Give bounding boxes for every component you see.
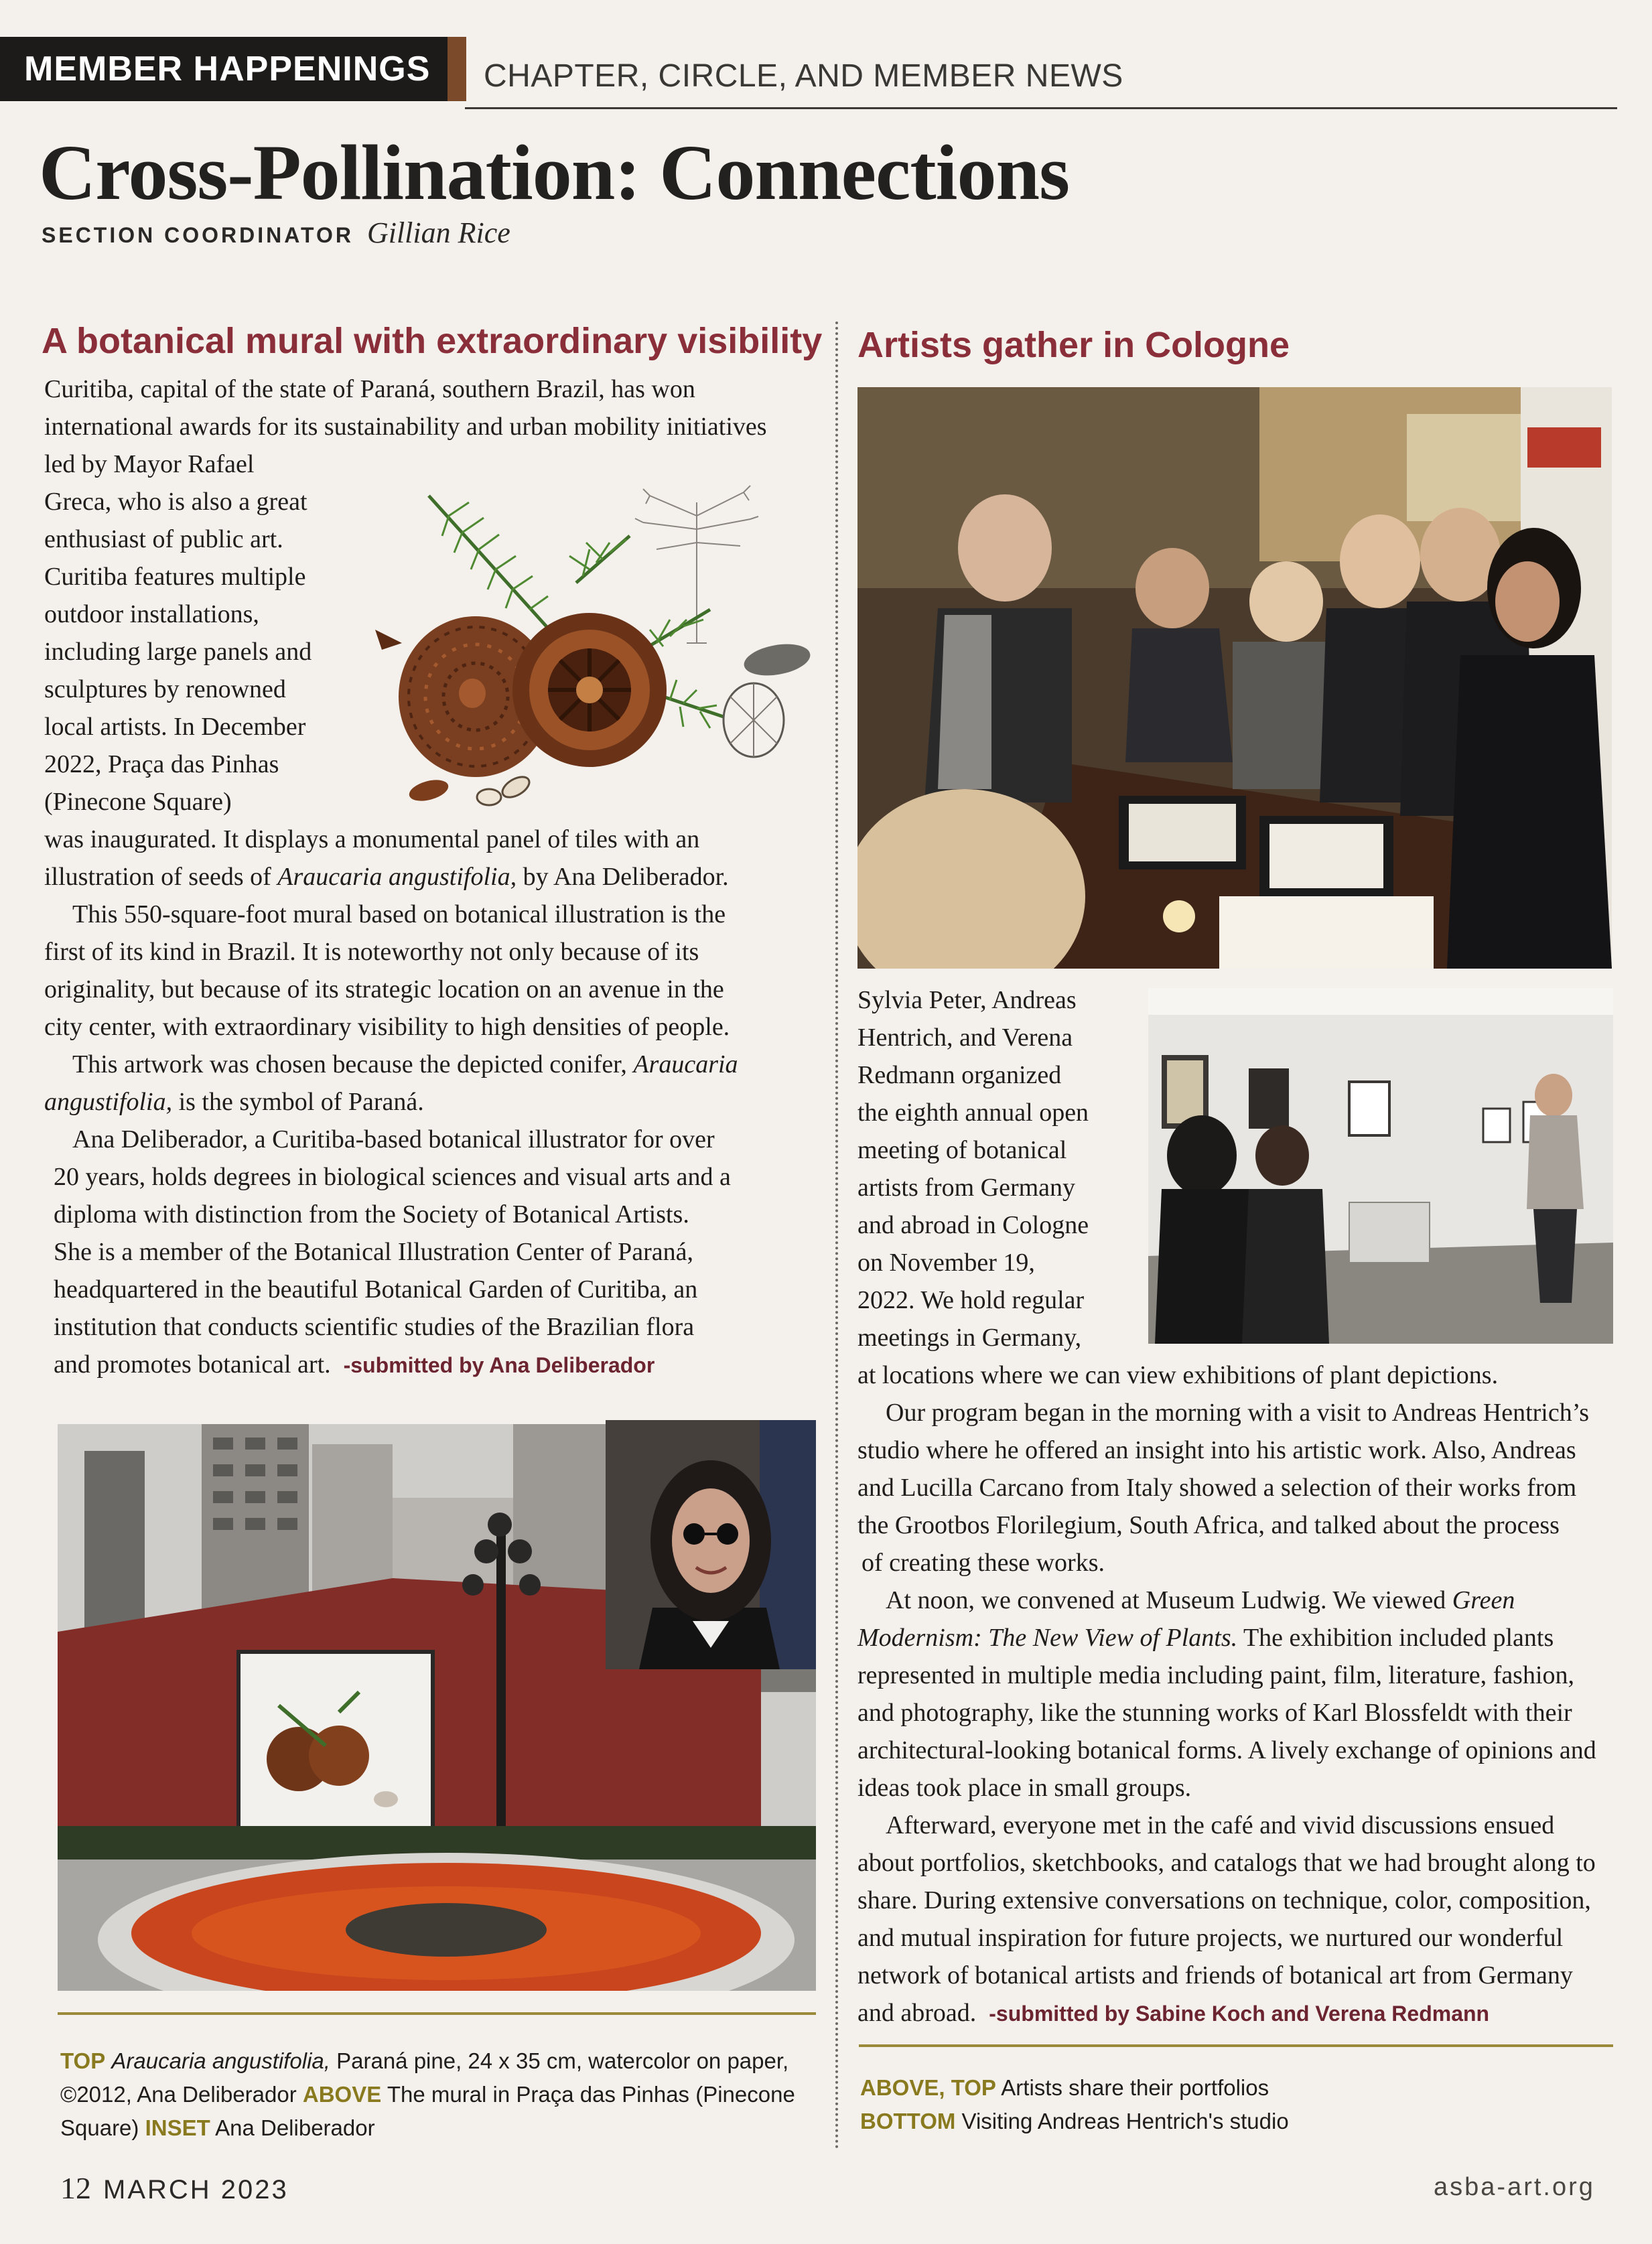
text-line: enthusiast of public art. <box>44 525 283 553</box>
text-line: local artists. In December <box>44 713 306 741</box>
text-line: meetings in Germany, <box>857 1324 1082 1352</box>
caption-line <box>860 2071 1610 2105</box>
text-run: is the symbol of Paraná. <box>172 1088 424 1116</box>
text-line: was inaugurated. It displays a monumental panel of tiles with an <box>44 825 700 853</box>
coordinator-label: SECTION COORDINATOR <box>42 223 354 247</box>
text-line: at locations where we can view exhibitions of plant depictions. <box>857 1361 1499 1389</box>
caption-label: TOP <box>60 2048 106 2073</box>
caption-line <box>60 2111 824 2145</box>
caption-label: INSET <box>145 2115 210 2140</box>
text-line: of creating these works. <box>862 1549 1105 1577</box>
text-run: The exhibition included plants <box>1237 1624 1554 1652</box>
text-line: meeting of botanical <box>857 1136 1067 1164</box>
text-line: represented in multiple media including paint, film, literature, fashion, <box>857 1661 1575 1689</box>
page-title: Cross-Pollination: Connections <box>39 129 1069 216</box>
text-line: This 550-square-foot mural based on botanical illustration is the <box>72 900 726 928</box>
text-line: and mutual inspiration for future projects, we nurtured our wonderful <box>857 1924 1564 1952</box>
section-badge: MEMBER HAPPENINGS <box>0 37 465 101</box>
text-line: institution that conducts scientific studies of the Brazilian flora <box>54 1313 695 1341</box>
coordinator-line <box>42 216 510 250</box>
left-caption-rule <box>58 2012 816 2015</box>
text-line: originality, but because of its strategic location on an avenue in the <box>44 975 724 1003</box>
text-line: ideas took place in small groups. <box>857 1774 1192 1802</box>
caption-line <box>60 2078 824 2111</box>
text-line <box>857 1619 1621 1657</box>
text-line: Ana Deliberador, a Curitiba-based botanical illustrator for over <box>72 1125 715 1153</box>
text-line: 20 years, holds degrees in biological sciences and visual arts and a <box>54 1163 731 1191</box>
portfolio-sharing-photo <box>857 387 1612 969</box>
text-line: Sylvia Peter, Andreas <box>857 986 1077 1014</box>
left-article-heading: A botanical mural with extraordinary visibility <box>42 321 823 361</box>
text-line: architectural-looking botanical forms. A lively exchange of opinions and <box>857 1736 1596 1764</box>
text-line: Curitiba features multiple <box>44 563 306 591</box>
coordinator-name: Gillian Rice <box>366 216 510 249</box>
text-line: studio where he offered an insight into his artistic work. Also, Andreas <box>857 1436 1576 1464</box>
caption-text: Square) <box>60 2115 145 2140</box>
caption-species: Araucaria angustifolia, <box>111 2048 330 2073</box>
text-line: Hentrich, and Verena <box>857 1024 1073 1052</box>
portfolio-scene <box>857 387 1612 969</box>
caption-text: The mural in Praça das Pinhas (Pinecone <box>381 2082 795 2107</box>
left-caption <box>60 2044 824 2145</box>
text-line <box>44 1046 815 1083</box>
right-article-body <box>857 981 1621 2032</box>
text-run: illustration of seeds of <box>44 863 278 891</box>
text-run: and abroad. <box>857 1999 977 2027</box>
text-line: Afterward, everyone met in the café and vivid discussions ensued <box>886 1811 1555 1839</box>
text-line: diploma with distinction from the Society of Botanical Artists. <box>54 1200 689 1229</box>
issue-date: MARCH 2023 <box>103 2175 289 2204</box>
right-caption <box>860 2071 1610 2138</box>
text-line: network of botanical artists and friends of botanical art from Germany <box>857 1961 1573 1989</box>
caption-text: Visiting Andreas Hentrich's studio <box>955 2109 1289 2133</box>
exhibition-title: Green <box>1452 1586 1515 1614</box>
caption-text: Ana Deliberador <box>210 2115 375 2140</box>
text-line: first of its kind in Brazil. It is noteworthy not only because of its <box>44 938 699 966</box>
text-line: sculptures by renowned <box>44 675 286 703</box>
araucaria-illustration <box>348 476 817 851</box>
text-run: and promotes botanical art. <box>54 1350 331 1379</box>
text-line: and photography, like the stunning works of Karl Blossfeldt with their <box>857 1699 1572 1727</box>
byline: -submitted by Ana Deliberador <box>343 1353 655 1377</box>
caption-label: ABOVE, TOP <box>860 2075 996 2100</box>
text-run: This artwork was chosen because the depicted conifer, <box>72 1050 634 1078</box>
text-line: including large panels and <box>44 638 312 666</box>
caption-text: Artists share their portfolios <box>995 2075 1269 2100</box>
text-line <box>44 1083 815 1121</box>
text-line: headquartered in the beautiful Botanical Garden of Curitiba, an <box>54 1275 698 1304</box>
text-line <box>857 1994 1621 2032</box>
caption-line <box>60 2044 824 2078</box>
text-line: (Pinecone Square) <box>44 788 232 816</box>
portrait-scene <box>606 1420 816 1669</box>
section-subtitle: CHAPTER, CIRCLE, AND MEMBER NEWS <box>484 58 1123 94</box>
text-line: and abroad in Cologne <box>857 1211 1089 1239</box>
text-line: outdoor installations, <box>44 600 259 628</box>
species-name: Araucaria <box>633 1050 738 1078</box>
text-line: the Grootbos Florilegium, South Africa, and talked about the process <box>857 1511 1560 1539</box>
text-line <box>857 1582 1621 1619</box>
caption-line <box>860 2105 1610 2138</box>
text-line: Our program began in the morning with a visit to Andreas Hentrich’s <box>886 1399 1590 1427</box>
text-line: city center, with extraordinary visibility to high densities of people. <box>44 1013 730 1041</box>
right-article-heading: Artists gather in Cologne <box>857 325 1290 365</box>
species-name: angustifolia, <box>44 1088 173 1116</box>
text-run: At noon, we convened at Museum Ludwig. We viewed <box>886 1586 1452 1614</box>
text-line: about portfolios, sketchbooks, and catalogs that we had brought along to <box>857 1849 1596 1877</box>
site-url: asba-art.org <box>1434 2173 1595 2201</box>
text-line: Redmann organized <box>857 1061 1062 1089</box>
text-line: on November 19, <box>857 1249 1035 1277</box>
caption-text: Paraná pine, 24 x 35 cm, watercolor on paper, <box>330 2048 789 2073</box>
text-line: international awards for its sustainability and urban mobility initiatives <box>44 413 767 441</box>
caption-text: ©2012, Ana Deliberador <box>60 2082 303 2107</box>
badge-accent <box>448 37 466 101</box>
text-line: artists from Germany <box>857 1174 1076 1202</box>
text-line: and Lucilla Carcano from Italy showed a selection of their works from <box>857 1474 1577 1502</box>
inset-portrait-photo <box>606 1420 816 1669</box>
caption-label: ABOVE <box>302 2082 382 2107</box>
text-line: She is a member of the Botanical Illustration Center of Paraná, <box>54 1238 693 1266</box>
page-footer-left <box>60 2170 289 2206</box>
exhibition-title: Modernism: The New View of Plants. <box>857 1624 1238 1652</box>
text-run: by Ana Deliberador. <box>517 863 729 891</box>
page-number: 12 <box>60 2171 91 2205</box>
header-rule <box>465 107 1617 109</box>
text-line: 2022, Praça das Pinhas <box>44 750 279 778</box>
text-line: Greca, who is also a great <box>44 488 307 516</box>
text-line <box>44 1346 815 1384</box>
text-line: share. During extensive conversations on technique, color, composition, <box>857 1886 1591 1914</box>
text-line: led by Mayor Rafael <box>44 450 255 478</box>
byline: -submitted by Sabine Koch and Verena Redmann <box>989 2002 1490 2026</box>
right-caption-rule <box>859 2044 1613 2047</box>
species-name: Araucaria angustifolia, <box>277 863 517 891</box>
column-divider <box>835 322 838 2150</box>
text-line: the eighth annual open <box>857 1099 1089 1127</box>
text-line: Curitiba, capital of the state of Paraná, southern Brazil, has won <box>44 375 695 403</box>
caption-label: BOTTOM <box>860 2109 956 2133</box>
text-line <box>44 858 815 896</box>
text-line: 2022. We hold regular <box>857 1286 1085 1314</box>
